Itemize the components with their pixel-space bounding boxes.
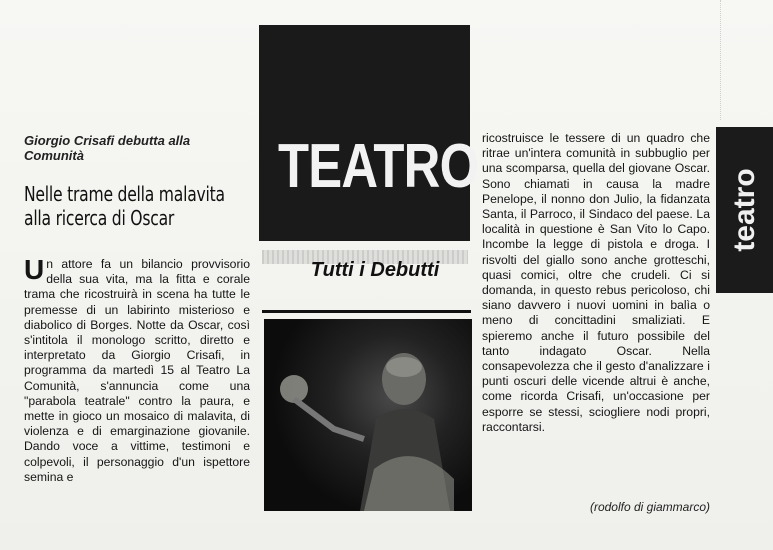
section-banner — [259, 25, 479, 241]
section-side-tab-label: teatro — [727, 168, 761, 252]
section-divider — [262, 310, 471, 313]
photo-hat — [386, 357, 422, 377]
article-body-left-text: n attore fa un bilancio provvisorio della sua vita, ma la fitta e corale trama che ricostruirà in scena ha tutte le premesse di un labirinto misterioso e diabolico di Borges. Notte da Oscar, così s'intitola il monologo scritto, diretto e interpretato da Giorgio Crisafi, in programma da martedì 15 al Teatro La Comunità, s'annuncia come una "parabola teatrale" contro la paura, e mette in gioco un mosaico di malavita, di violenza e di emarginazione giovanile. Dando voce a vittime, testimoni e colpevoli, il personaggio d'un ispettore semina e — [24, 257, 250, 484]
actor-photo — [264, 319, 472, 511]
photo-arm — [294, 399, 364, 439]
margin-ruling — [720, 0, 773, 120]
article-headline: Nelle trame della malavita alla ricerca di Oscar — [24, 182, 225, 230]
section-side-tab — [716, 127, 773, 293]
article-body-left — [24, 254, 250, 485]
article-body-right: ricostruisce le tessere di un quadro che ritrae un'intera comunità in subbuglio per una scomparsa, quella del giovane Oscar. Sono chiamati in causa la madre Penelope, il nonno don Julio, la fidanzata Santa, il Parroco, il Sindaco del paese. La località in questione è San Vito lo Capo. Incombe la legge di pistola e droga. I risvolti del giallo sono anche grotteschi, quasi comici, oltre che crudeli. Ci si domanda, in questo rebus pericoloso, chi siano davvero i nuovi uomini in balìa o meno di concittadini smaliziati. E spieremo anche il futuro possibile del tanto indagato Oscar. Nella consapevolezza che il gesto d'analizzare i punti oscuri delle vicende altrui è anche, come ricorda Crisafi, un'occasione per esporre se stessi, sciogliere nodi propri, raccontarsi. — [482, 131, 710, 434]
photo-hand — [280, 375, 308, 403]
author-credit: (rodolfo di giammarco) — [589, 500, 710, 514]
drop-cap: U — [24, 254, 45, 285]
section-subtitle: Tutti i Debutti — [310, 259, 440, 281]
section-banner-title: TEATRO — [277, 132, 479, 201]
actor-photo-image — [264, 319, 472, 511]
article-kicker: Giorgio Crisafi debutta alla Comunità — [24, 133, 191, 163]
